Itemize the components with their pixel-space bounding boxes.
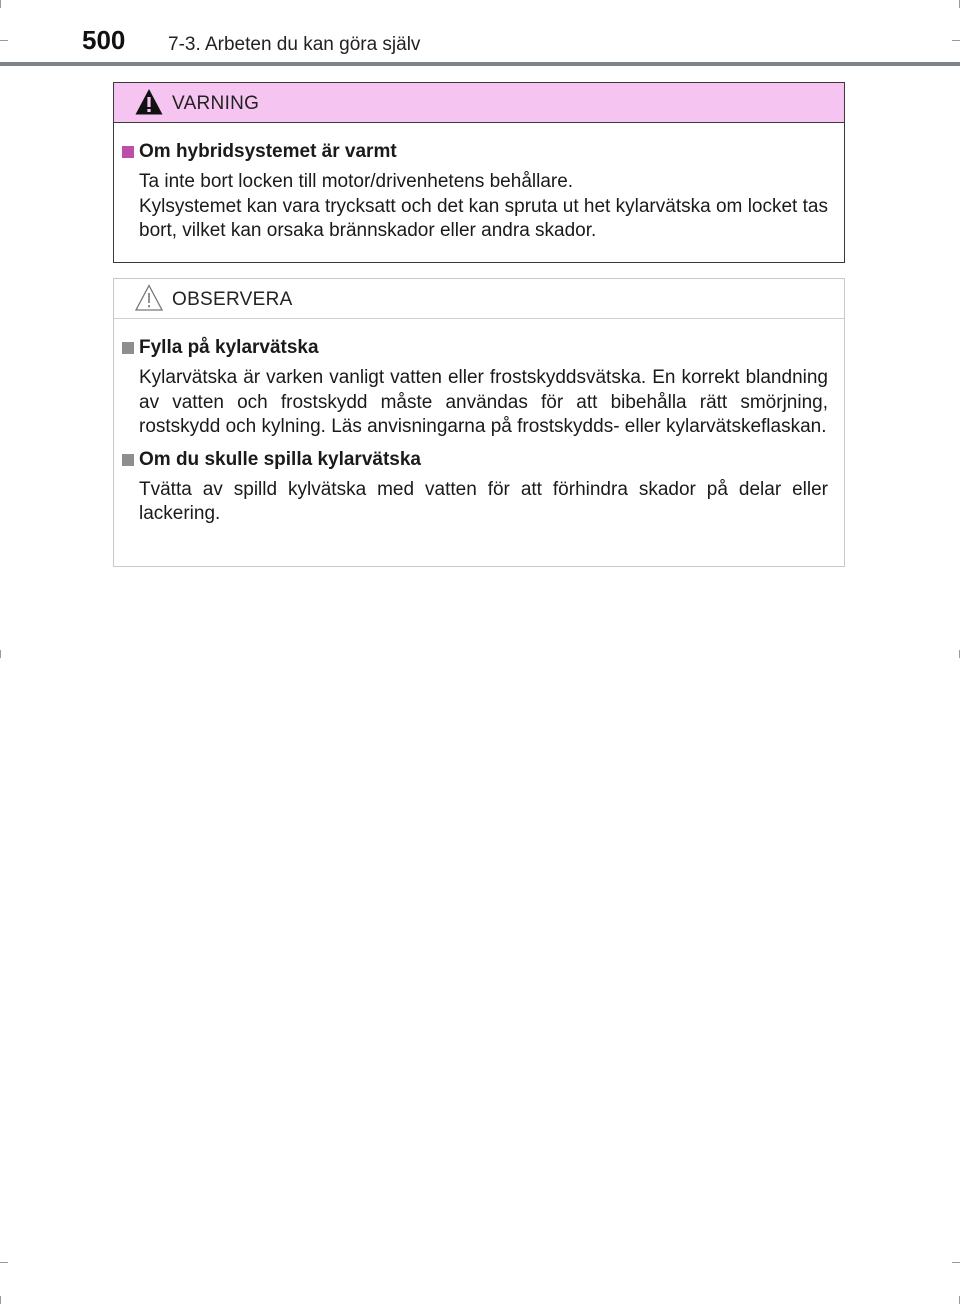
caution-triangle-outline-icon (134, 283, 164, 313)
crop-mark (0, 650, 1, 658)
notice-box-body (114, 319, 844, 527)
warning-paragraph: Kylsystemet kan vara trycksatt och det kan spruta ut het kylarvätska om locket tas bort, vilket kan orsaka brännskador eller andra skador. (139, 195, 828, 241)
notice-item-title (122, 335, 828, 361)
warning-item (122, 139, 828, 244)
warning-paragraph: Ta inte bort locken till motor/drivenhetens behållare. (139, 171, 574, 192)
crop-mark (952, 40, 960, 41)
header-rule (0, 62, 960, 66)
notice-item (122, 335, 828, 440)
notice-box-header (114, 279, 844, 319)
warning-box-header (114, 83, 844, 123)
crop-mark (952, 1262, 960, 1263)
crop-mark (0, 40, 8, 41)
notice-paragraph: Kylarvätska är varken vanligt vatten eller frostskyddsvätska. En korrekt blandning av vatten och frostskydd måste användas för att bibehålla rätt smörjning, rostskydd och kylning. Läs anvisningarna på frostskydds- eller kylarvätskeflaskan. (139, 367, 828, 437)
section-title: 7-3. Arbeten du kan göra själv (168, 34, 421, 55)
warning-label: VARNING (172, 93, 260, 114)
square-bullet-icon (122, 454, 134, 466)
warning-item-title (122, 139, 828, 165)
page-header (0, 0, 960, 66)
warning-item-title-text: Om hybridsystemet är varmt (139, 141, 397, 162)
notice-item-title-text: Om du skulle spilla kylarvätska (139, 448, 421, 470)
crop-mark (0, 1296, 1, 1304)
notice-item (122, 447, 828, 527)
square-bullet-icon (122, 146, 134, 158)
notice-paragraph: Tvätta av spilld kylvätska med vatten för att förhindra skador på delar eller lackering. (139, 478, 828, 524)
warning-triangle-icon (134, 87, 164, 117)
notice-label: OBSERVERA (172, 289, 293, 310)
crop-mark (0, 1262, 8, 1263)
warning-box (113, 82, 845, 263)
notice-box (113, 278, 845, 567)
crop-mark (0, 0, 1, 8)
warning-box-body (114, 123, 844, 244)
square-bullet-icon (122, 342, 134, 354)
notice-item-title-text: Fylla på kylarvätska (139, 337, 319, 358)
page-number: 500 (82, 25, 126, 55)
notice-item-title (122, 447, 828, 473)
